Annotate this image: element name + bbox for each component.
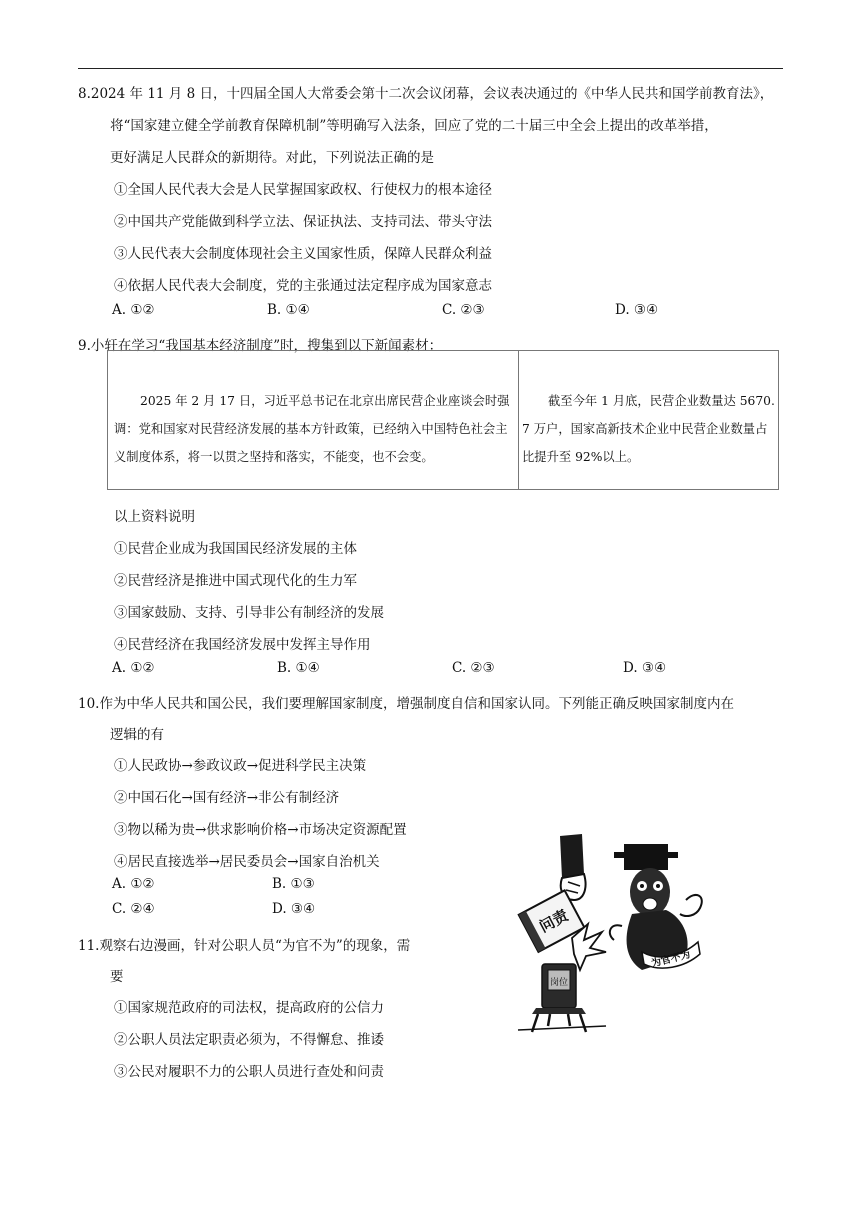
- q10-stem-line-1: 10.作为中华人民共和国公民，我们要理解国家制度，增强制度自信和国家认同。下列能正确反映国家制度内在: [78, 696, 734, 712]
- q11-statement-1: ①国家规范政府的司法权，提高政府的公信力: [114, 1000, 384, 1016]
- q8-statement-2: ②中国共产党能做到科学立法、保证执法、支持司法、带头守法: [114, 214, 492, 230]
- q9-lead: 以上资料说明: [114, 509, 195, 525]
- q11-stem-line-2: 要: [110, 969, 124, 985]
- q11-statement-2: ②公职人员法定职责必须为，不得懈怠、推诿: [114, 1032, 384, 1048]
- q8-options: [112, 302, 712, 322]
- accountability-hand-icon: [519, 834, 606, 970]
- q10-option-a[interactable]: A. ①②: [112, 876, 155, 892]
- q11-statement-3: ③公民对履职不力的公职人员进行查处和问责: [114, 1064, 384, 1080]
- cartoon-book-label: 问责: [536, 906, 572, 937]
- q10-statement-4: ④居民直接选举→居民委员会→国家自治机关: [114, 854, 380, 870]
- q9-statement-1: ①民营企业成为我国国民经济发展的主体: [114, 541, 357, 557]
- empty-chair-icon: [518, 964, 606, 1032]
- news-material-table: [107, 350, 779, 490]
- material-left-line-1: 2025 年 2 月 17 日，习近平总书记在北京出席民营企业座谈会时强: [140, 394, 510, 408]
- q8-option-a[interactable]: A. ①②: [112, 302, 155, 318]
- q9-option-d[interactable]: D. ③④: [623, 660, 667, 676]
- official-figure-icon: [610, 844, 702, 970]
- material-right-line-1: 截至今年 1 月底，民营企业数量达 5670.: [548, 394, 775, 408]
- q9-statement-4: ④民营经济在我国经济发展中发挥主导作用: [114, 637, 371, 653]
- q9-options: [112, 660, 712, 680]
- material-right-line-3: 比提升至 92%以上。: [522, 450, 640, 464]
- q8-statement-4: ④依据人民代表大会制度，党的主张通过法定程序成为国家意志: [114, 278, 492, 294]
- material-right-line-2: 7 万户，国家高新技术企业中民营企业数量占: [522, 422, 768, 436]
- cartoon-chair-label: 岗位: [549, 978, 569, 988]
- q10-options-row-2: [112, 901, 372, 921]
- q8-stem-line-3: 更好满足人民群众的新期待。对此，下列说法正确的是: [110, 150, 434, 166]
- q9-statement-2: ②民营经济是推进中国式现代化的生力军: [114, 573, 357, 589]
- news-material-right: [522, 387, 778, 471]
- q10-statement-1: ①人民政协→参政议政→促进科学民主决策: [114, 758, 367, 774]
- q10-statement-3: ③物以稀为贵→供求影响价格→市场决定资源配置: [114, 822, 407, 838]
- cartoon-illustration: [510, 830, 740, 1040]
- material-left-line-2: 调：党和国家对民营经济发展的基本方针政策，已经纳入中国特色社会主: [114, 422, 508, 436]
- q10-option-c[interactable]: C. ②④: [112, 901, 155, 917]
- q10-option-b[interactable]: B. ①③: [272, 876, 315, 892]
- q9-option-b[interactable]: B. ①④: [277, 660, 320, 676]
- q8-option-c[interactable]: C. ②③: [442, 302, 485, 318]
- q8-statement-3: ③人民代表大会制度体现社会主义国家性质，保障人民群众利益: [114, 246, 492, 262]
- q10-options-row-1: [112, 876, 372, 896]
- q8-option-b[interactable]: B. ①④: [267, 302, 310, 318]
- q8-statement-1: ①全国人民代表大会是人民掌握国家政权、行使权力的根本途径: [114, 182, 492, 198]
- q9-stem: 9.小轩在学习“我国基本经济制度”时，搜集到以下新闻素材：: [78, 338, 443, 354]
- q8-option-d[interactable]: D. ③④: [615, 302, 659, 318]
- q10-stem-line-2: 逻辑的有: [110, 727, 164, 743]
- material-left-line-3: 义制度体系，将一以贯之坚持和落实，不能变，也不会变。: [114, 450, 434, 464]
- q9-option-a[interactable]: A. ①②: [112, 660, 155, 676]
- q10-option-d[interactable]: D. ③④: [272, 901, 316, 917]
- q10-statement-2: ②中国石化→国有经济→非公有制经济: [114, 790, 340, 806]
- cartoon-banner-label: 为官不为: [650, 949, 692, 970]
- q9-option-c[interactable]: C. ②③: [452, 660, 495, 676]
- table-divider: [518, 351, 519, 489]
- header-rule: [78, 68, 783, 69]
- q9-statement-3: ③国家鼓励、支持、引导非公有制经济的发展: [114, 605, 384, 621]
- q8-stem-line-2: 将“国家建立健全学前教育保障机制”等明确写入法条，回应了党的二十届三中全会上提出的改革举措，: [110, 118, 718, 134]
- news-material-left: [114, 387, 514, 471]
- q8-stem-line-1: 8.2024 年 11 月 8 日，十四届全国人大常委会第十二次会议闭幕，会议表决通过的《中华人民共和国学前教育法》，: [78, 86, 774, 102]
- q11-stem-line-1: 11.观察右边漫画，针对公职人员“为官不为”的现象，需: [78, 938, 411, 954]
